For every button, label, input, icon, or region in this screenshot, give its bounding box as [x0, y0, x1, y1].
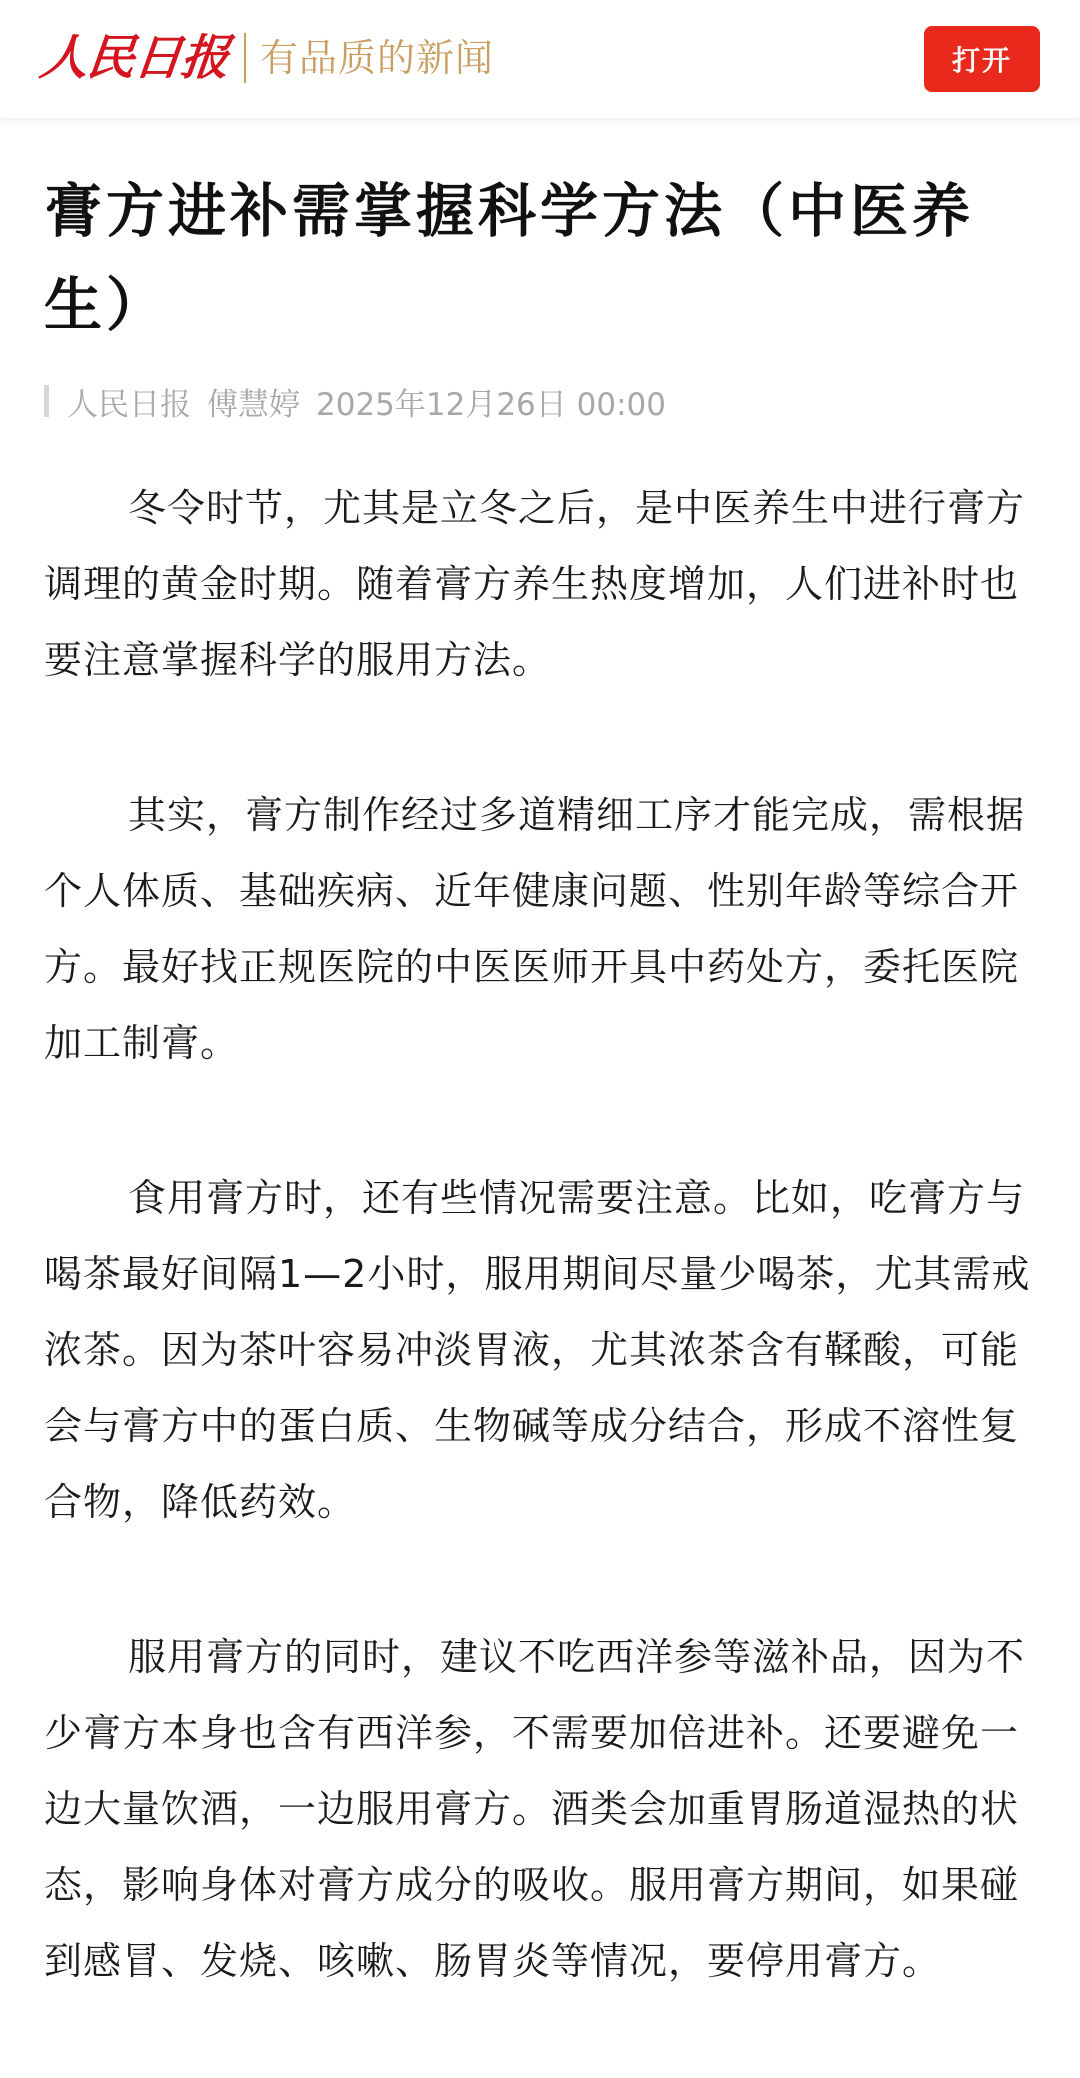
article-title: 膏方进补需掌握科学方法（中医养生） — [44, 177, 975, 339]
article-source: 人民日报 — [67, 386, 191, 423]
open-app-button[interactable]: 打开 — [924, 26, 1040, 92]
logo-slogan: 有品质的新闻 — [260, 36, 495, 80]
article-datetime: 2025年12月26日 00:00 — [316, 386, 666, 423]
logo[interactable] — [37, 26, 495, 90]
article-body — [44, 470, 1039, 2078]
article-paragraph: 服用膏方的同时，建议不吃西洋参等滋补品，因为不少膏方本身也含有西洋参，不需要加倍进补。还要避免一边大量饮酒，一边服用膏方。酒类会加重胃肠道湿热的状态，影响身体对膏方成分的吸收。服用膏方期间，如果碰到感冒、发烧、咳嗽、肠胃炎等情况，要停用膏方。 — [44, 1635, 1026, 1983]
meta-accent-bar — [44, 385, 49, 417]
article-paragraph: 冬令时节，尤其是立冬之后，是中医养生中进行膏方调理的黄金时期。随着膏方养生热度增加，人们进补时也要注意掌握科学的服用方法。 — [44, 486, 1026, 682]
app-header — [0, 0, 1080, 119]
article-paragraph: 食用膏方时，还有些情况需要注意。比如，吃膏方与喝茶最好间隔1—2小时，服用期间尽量少喝茶，尤其需戒浓茶。因为茶叶容易冲淡胃液，尤其浓茶含有鞣酸，可能会与膏方中的蛋白质、生物碱等成分结合，形成不溶性复合物，降低药效。 — [44, 1176, 1031, 1524]
logo-divider — [244, 33, 246, 83]
logo-wordmark: 人民日报 — [37, 30, 231, 86]
article-paragraph: 其实，膏方制作经过多道精细工序才能完成，需根据个人体质、基础疾病、近年健康问题、性别年龄等综合开方。最好找正规医院的中医医师开具中药处方，委托医院加工制膏。 — [44, 793, 1026, 1065]
article-meta — [44, 378, 666, 424]
article-author: 傅慧婷 — [207, 386, 300, 423]
